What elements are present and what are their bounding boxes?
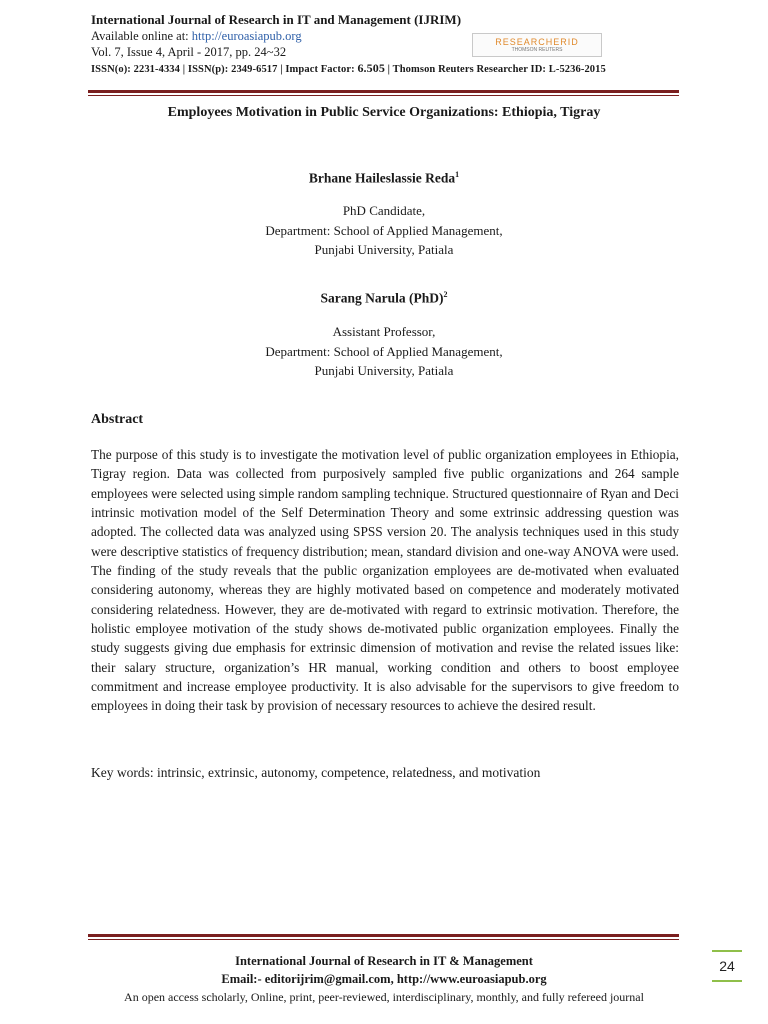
logo-text: RESEARCHERID — [495, 36, 579, 47]
author-university: Punjabi University, Patiala — [314, 242, 454, 257]
journal-header-title: International Journal of Research in IT and Management (IJRIM) — [91, 12, 462, 27]
keywords-line — [91, 765, 540, 781]
author-name: Brhane Haileslassie Reda — [308, 170, 456, 186]
footer-journal-name: International Journal of Research in IT & Management — [235, 954, 533, 968]
footer-contact: Email:- editorijrim@gmail.com, http://www.euroasiapub.org — [221, 972, 547, 986]
author-department: Department: School of Applied Management, — [265, 343, 503, 359]
journal-url-link[interactable]: http://euroasiapub.org — [191, 29, 302, 43]
logo-subtext: THOMSON REUTERS — [511, 46, 563, 53]
author-department: Department: School of Applied Management, — [265, 222, 503, 238]
author-1-affiliation — [0, 201, 768, 260]
issn-print: ISSN(p): 2349-6517 — [187, 64, 278, 75]
author-2-name — [0, 290, 768, 307]
author-2-affiliation — [0, 322, 768, 381]
researcher-id: Thomson Reuters Researcher ID: L-5236-2015 — [392, 64, 606, 75]
author-name: Sarang Narula (PhD) — [320, 290, 444, 306]
author-superscript: 2 — [443, 290, 448, 299]
researcherid-logo — [472, 33, 602, 57]
page-number: 24 — [712, 950, 742, 982]
availability-line — [91, 29, 302, 44]
paper-title: Employees Motivation in Public Service Organizations: Ethiopia, Tigray — [167, 105, 601, 120]
impact-factor-label: Impact Factor: — [285, 64, 355, 75]
volume-info: Vol. 7, Issue 4, April - 2017, pp. 24~32 — [91, 45, 287, 59]
impact-factor-value: 6.505 — [357, 61, 385, 75]
author-1-name — [0, 170, 768, 187]
footer-divider-thin — [88, 939, 679, 940]
keywords-label: Key words: — [91, 765, 154, 780]
author-university: Punjabi University, Patiala — [314, 363, 454, 378]
header-divider-thick — [88, 90, 679, 93]
header-divider-thin — [88, 95, 679, 96]
issn-online: ISSN(o): 2231-4334 — [91, 64, 181, 75]
author-position: Assistant Professor, — [332, 324, 436, 339]
author-superscript: 1 — [455, 170, 460, 179]
available-label: Available online at: — [91, 29, 189, 43]
abstract-heading: Abstract — [91, 412, 144, 427]
keywords-list: intrinsic, extrinsic, autonomy, competence, relatedness, and motivation — [157, 765, 541, 780]
footer-divider-thick — [88, 934, 679, 937]
footer-description: An open access scholarly, Online, print, peer-reviewed, interdisciplinary, monthly, and fully refereed journal — [124, 990, 644, 1004]
issn-line: ISSN(o): 2231-4334 | ISSN(p): 2349-6517 | Impact Factor: 6.505 | Thomson Reuters Researcher ID: L-5236-2015 — [91, 61, 606, 75]
author-position: PhD Candidate, — [342, 203, 426, 218]
abstract-body: The purpose of this study is to investigate the motivation level of public organization employees in Ethiopia, Tigray region. Data was collected from purposively sampled five public organizations and 264 sample employees were selected using simple random sampling technique. Structured questionnaire of Ryan and Deci intrinsic motivation model of the Self Determination Theory and some extrinsic addressing question was adopted. The collected data was analyzed using SPSS version 20. The analysis techniques used in this study were descriptive statistics of frequency distribution; mean, standard division and one-way ANOVA were used. The finding of the study reveals that the public organization employees are de-motivated when evaluated considering autonomy, whereas they are highly motivated based on competence and moderately motivated considering relatedness. However, they are de-motivated with regard to extrinsic motivation. Therefore, the holistic employee motivation of the study shows de-motivated public organization employees. Finally the study suggests giving due emphasis for extrinsic dimension of motivation and revise the related issues like: their salary structure, organization’s HR manual, working condition and others to boost employee commitment and increase employee productivity. It is also advisable for the supervisors to give freedom to employees in doing their task by provision of necessary resources to achieve the desired result. — [91, 447, 679, 714]
